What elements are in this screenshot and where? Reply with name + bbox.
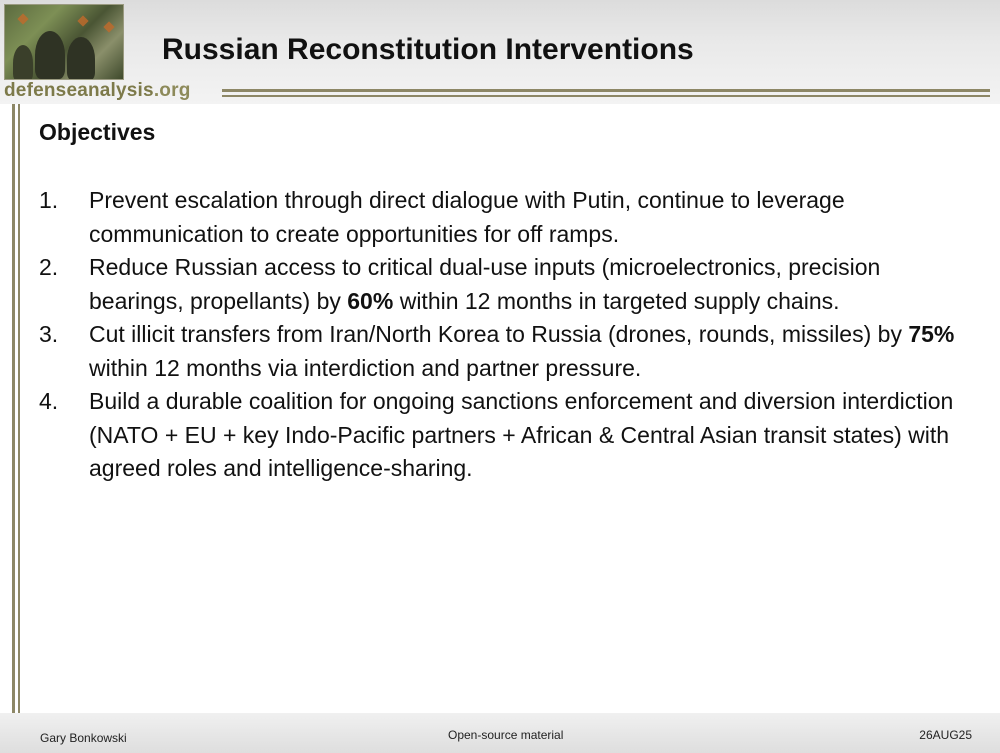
item-text: within 12 months in targeted supply chains. xyxy=(393,287,840,314)
brand-wordmark xyxy=(4,80,191,102)
map-marker-icon xyxy=(17,13,28,24)
item-text: within 12 months via interdiction and partner pressure. xyxy=(89,354,642,381)
section-heading: Objectives xyxy=(39,119,156,145)
main-content xyxy=(39,116,974,486)
header-rule-bottom xyxy=(222,95,990,97)
header-rule-top xyxy=(222,89,990,92)
item-number: 2. xyxy=(39,254,59,280)
soldier-figure xyxy=(13,45,33,80)
item-text: Build a durable coalition for ongoing sanctions enforcement and diversion interdiction (NATO + EU + key Indo-Pacific partners + African & Central Asian transit states) with agreed roles and intelligence-sharing. xyxy=(89,388,954,481)
item-highlight: 60% xyxy=(347,287,394,314)
objectives-list xyxy=(39,184,974,486)
left-rule-outer xyxy=(12,104,15,713)
item-highlight: 75% xyxy=(908,321,955,347)
brand-tld: .org xyxy=(153,80,191,101)
item-text: Cut illicit transfers from Iran/North Korea to Russia (drones, rounds, missiles) by xyxy=(89,321,909,347)
slide-title: Russian Reconstitution Interventions xyxy=(162,33,694,66)
soldier-figure xyxy=(67,37,95,80)
list-item xyxy=(39,318,974,385)
footer-band xyxy=(0,713,1000,753)
list-item xyxy=(39,184,974,251)
item-text: Prevent escalation through direct dialogue with Putin, continue to leverage communication to create opportunities for off ramps. xyxy=(89,187,845,247)
footer-classification: Open-source material xyxy=(448,728,564,742)
item-number: 4. xyxy=(39,388,59,414)
item-text: Reduce Russian access to critical dual-use inputs (microelectronics, precision bearings, propellants) by xyxy=(89,254,881,314)
footer-date: 26AUG25 xyxy=(919,728,972,742)
list-item xyxy=(39,251,974,318)
map-marker-icon xyxy=(77,15,88,26)
footer-author: Gary Bonkowski xyxy=(40,731,127,745)
left-rule-inner xyxy=(18,104,20,713)
soldiers-photo-logo xyxy=(4,4,124,80)
list-item xyxy=(39,385,974,486)
item-number: 1. xyxy=(39,187,59,213)
map-marker-icon xyxy=(103,21,114,32)
soldier-figure xyxy=(35,31,65,79)
item-number: 3. xyxy=(39,321,59,347)
brand-name: defenseanalysis xyxy=(4,80,154,101)
